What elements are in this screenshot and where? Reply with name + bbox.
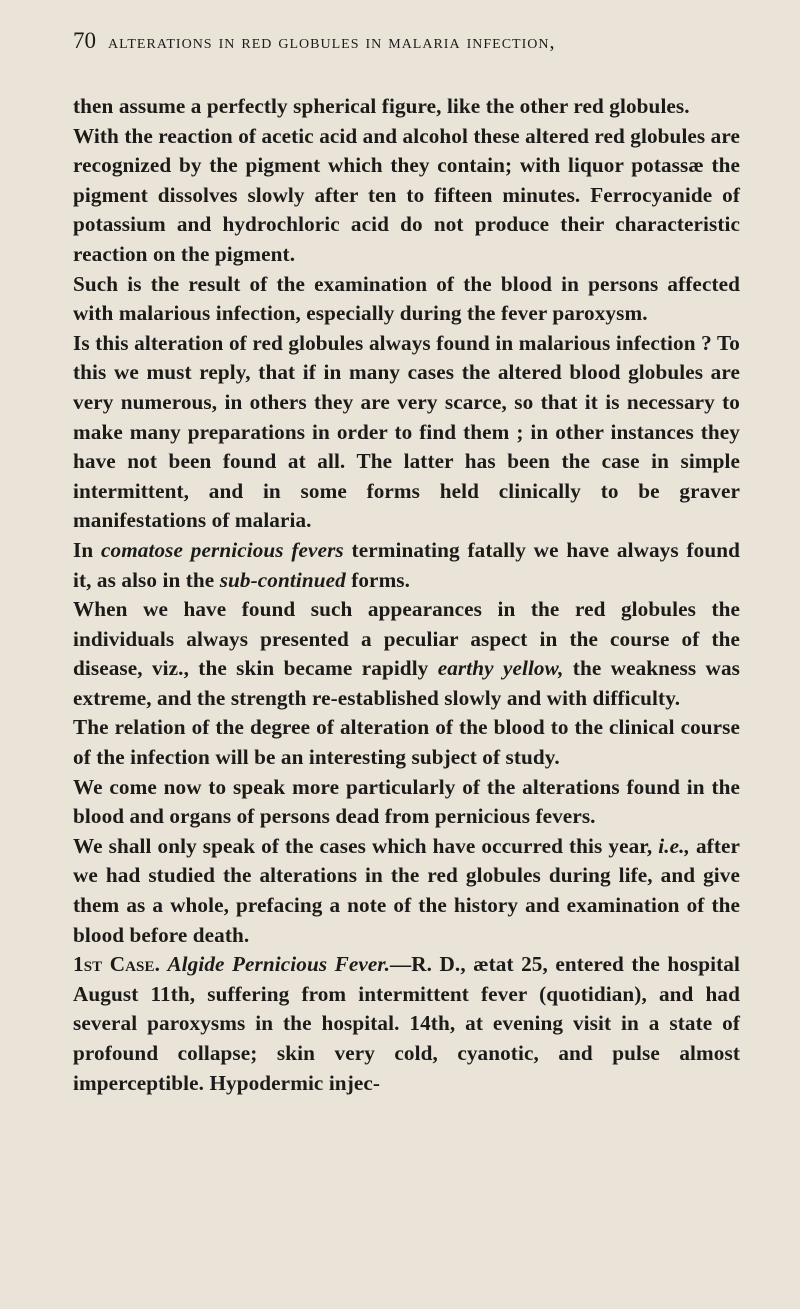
italic-text: sub-continued	[219, 567, 346, 592]
paragraph	[73, 536, 740, 595]
text-run: terminating fatally we have always found it, as also in the	[73, 537, 740, 592]
running-title: alterations in red globules in malaria infection,	[108, 31, 556, 53]
paragraph: then assume a perfectly spherical figure, like the other red globules.	[73, 94, 690, 118]
italic-text: earthy yellow,	[437, 656, 564, 681]
paragraph	[73, 950, 740, 1098]
case-title: Algide Pernicious Fever.	[167, 952, 390, 977]
paragraph: The relation of the degree of alteration of the blood to the clinical course of the infection will be an interesting subject of study.	[73, 715, 740, 770]
paragraph	[73, 832, 740, 950]
text-run: forms.	[345, 567, 411, 592]
body-text	[73, 92, 740, 1098]
text-run: When we have found such appearances in the red globules the individuals always presented a peculiar aspect in the course of the disease, viz., the skin became rapidly	[73, 597, 740, 681]
paragraph: With the reaction of acetic acid and alcohol these altered red globules are recognized by the pigment which they contain; with liquor potassæ the pigment dissolves slowly after ten to fifteen minutes. Ferrocyanide of potassium and hydrochloric acid do not produce their characteristic reaction on the pigment.	[73, 123, 740, 266]
text-run: the weakness was extreme, and the strength re-established slowly and with difficulty.	[73, 656, 740, 710]
text-run: after we had studied the alterations in the red globules during life, and give them as a whole, prefacing a note of the history and examination of the blood before death.	[73, 833, 740, 947]
italic-text: i.e.,	[658, 833, 690, 858]
paragraph: Such is the result of the examination of the blood in persons affected with malarious infection, especially during the fever paroxysm.	[73, 271, 740, 326]
paragraph: Is this alteration of red globules always found in malarious infection ? To this we must reply, that if in many cases the altered blood globules are very numerous, in others they are very scarce, so that it is necessary to make many preparations in order to find them ; in other instances they have not been found at all. The latter has been the case in simple intermittent, and in some forms held clinically to be graver manifestations of malaria.	[73, 330, 740, 533]
paragraph	[73, 595, 740, 713]
page-number: 70	[73, 28, 96, 53]
paragraph: We come now to speak more particularly of the alterations found in the blood and organs of persons dead from pernicious fevers.	[73, 774, 740, 829]
text-run: —R. D., ætat 25, entered the hospital August 11th, suffering from intermittent fever (quotidian), and had several paroxysms in the hospital. 14th, at evening visit in a state of profound collapse; skin very cold, cyanotic, and pulse almost imperceptible. Hypodermic injec-	[73, 952, 740, 1095]
running-head	[73, 28, 740, 68]
text-run: In	[73, 537, 102, 562]
text-run: We shall only speak of the cases which have occurred this year,	[73, 833, 659, 858]
italic-text: comatose pernicious fevers	[101, 537, 344, 562]
case-label: 1st Case.	[73, 952, 160, 977]
